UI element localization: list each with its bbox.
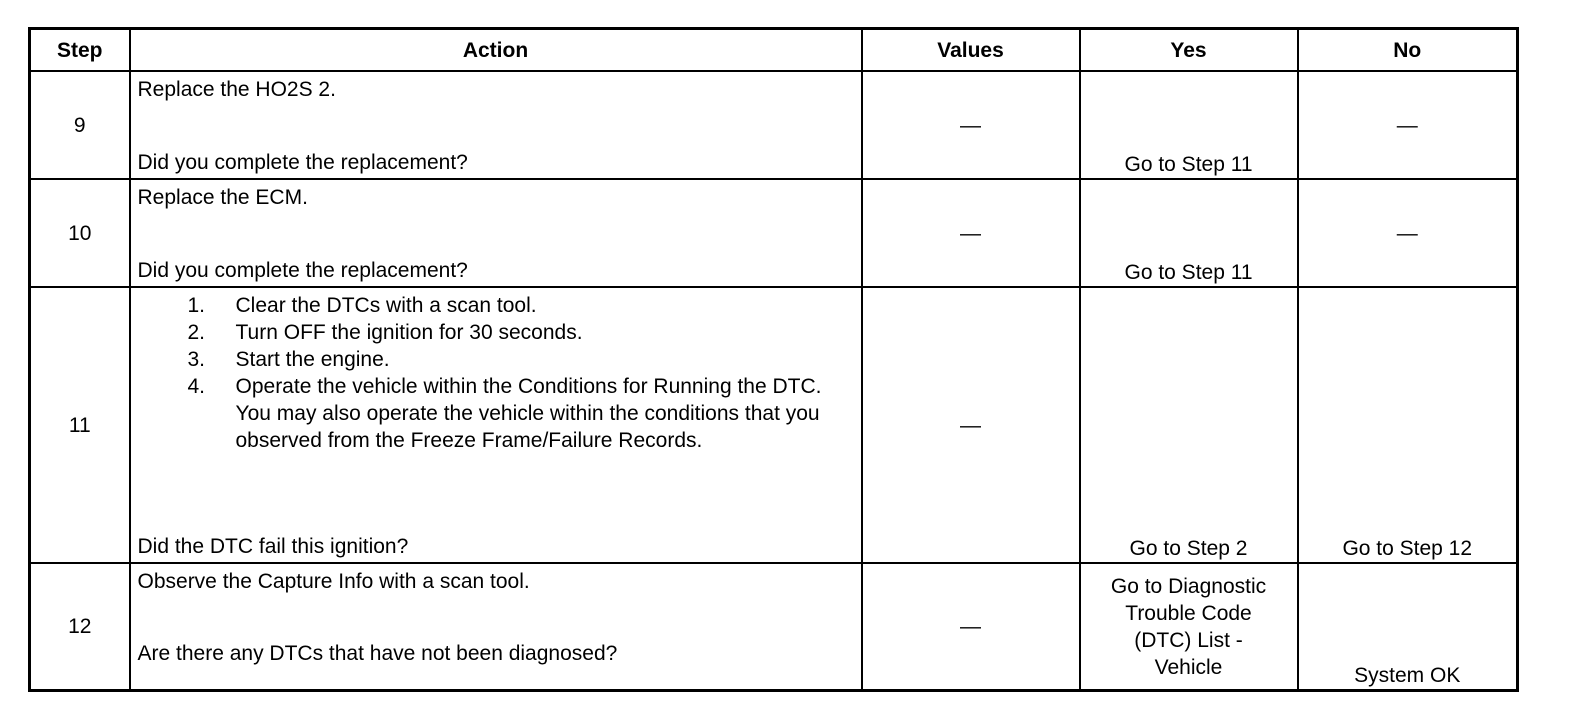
- values-cell: —: [862, 179, 1080, 287]
- list-item-text: Start the engine.: [235, 348, 390, 371]
- header-yes: Yes: [1080, 29, 1298, 72]
- action-instruction: Observe the Capture Info with a scan tool.: [137, 570, 530, 593]
- list-item-text: Operate the vehicle within the Conditions for Running the DTC. You may also operate the vehicle within the conditions that you observed from the Freeze Frame/Failure Records.: [235, 375, 822, 452]
- list-item-number: 1.: [187, 294, 206, 317]
- no-cell: System OK: [1298, 563, 1518, 691]
- table-row-step-9: [30, 71, 1518, 179]
- header-action: Action: [130, 29, 862, 72]
- header-row: [30, 29, 1518, 72]
- values-cell: —: [862, 71, 1080, 179]
- action-question: Are there any DTCs that have not been diagnosed?: [137, 642, 618, 665]
- values-cell: —: [862, 287, 1080, 563]
- list-item-number: 2.: [187, 321, 206, 344]
- diagnostic-table: [28, 27, 1519, 692]
- list-item-number: 4.: [187, 375, 206, 398]
- action-cell: [130, 71, 862, 179]
- no-cell: —: [1298, 179, 1518, 287]
- action-cell: [130, 563, 862, 691]
- table-row-step-10: [30, 179, 1518, 287]
- yes-cell: Go to Step 11: [1080, 71, 1298, 179]
- yes-cell: Go to Diagnostic Trouble Code (DTC) List - Vehicle: [1080, 563, 1298, 691]
- list-item: [138, 346, 855, 373]
- table-row-step-11: [30, 287, 1518, 563]
- table-row-step-12: [30, 563, 1518, 691]
- action-cell: [130, 287, 862, 563]
- list-item: [138, 319, 855, 346]
- instruction-list: [138, 292, 855, 454]
- yes-cell: Go to Step 2: [1080, 287, 1298, 563]
- action-question: Did you complete the replacement?: [137, 151, 468, 174]
- list-item-text: Turn OFF the ignition for 30 seconds.: [235, 321, 583, 344]
- values-cell: —: [862, 563, 1080, 691]
- action-cell: [130, 179, 862, 287]
- action-question: Did the DTC fail this ignition?: [137, 535, 409, 558]
- list-item-text: Clear the DTCs with a scan tool.: [235, 294, 537, 317]
- step-number: 9: [30, 71, 130, 179]
- yes-cell: Go to Step 11: [1080, 179, 1298, 287]
- step-number: 10: [30, 179, 130, 287]
- action-question: Did you complete the replacement?: [137, 259, 468, 282]
- list-item: [138, 292, 855, 319]
- header-no: No: [1298, 29, 1518, 72]
- header-step: Step: [30, 29, 130, 72]
- list-item: [138, 373, 855, 454]
- no-cell: —: [1298, 71, 1518, 179]
- action-instruction: Replace the HO2S 2.: [137, 78, 336, 101]
- step-number: 12: [30, 563, 130, 691]
- header-values: Values: [862, 29, 1080, 72]
- no-cell: Go to Step 12: [1298, 287, 1518, 563]
- action-instruction: Replace the ECM.: [137, 186, 308, 209]
- list-item-number: 3.: [187, 348, 206, 371]
- step-number: 11: [30, 287, 130, 563]
